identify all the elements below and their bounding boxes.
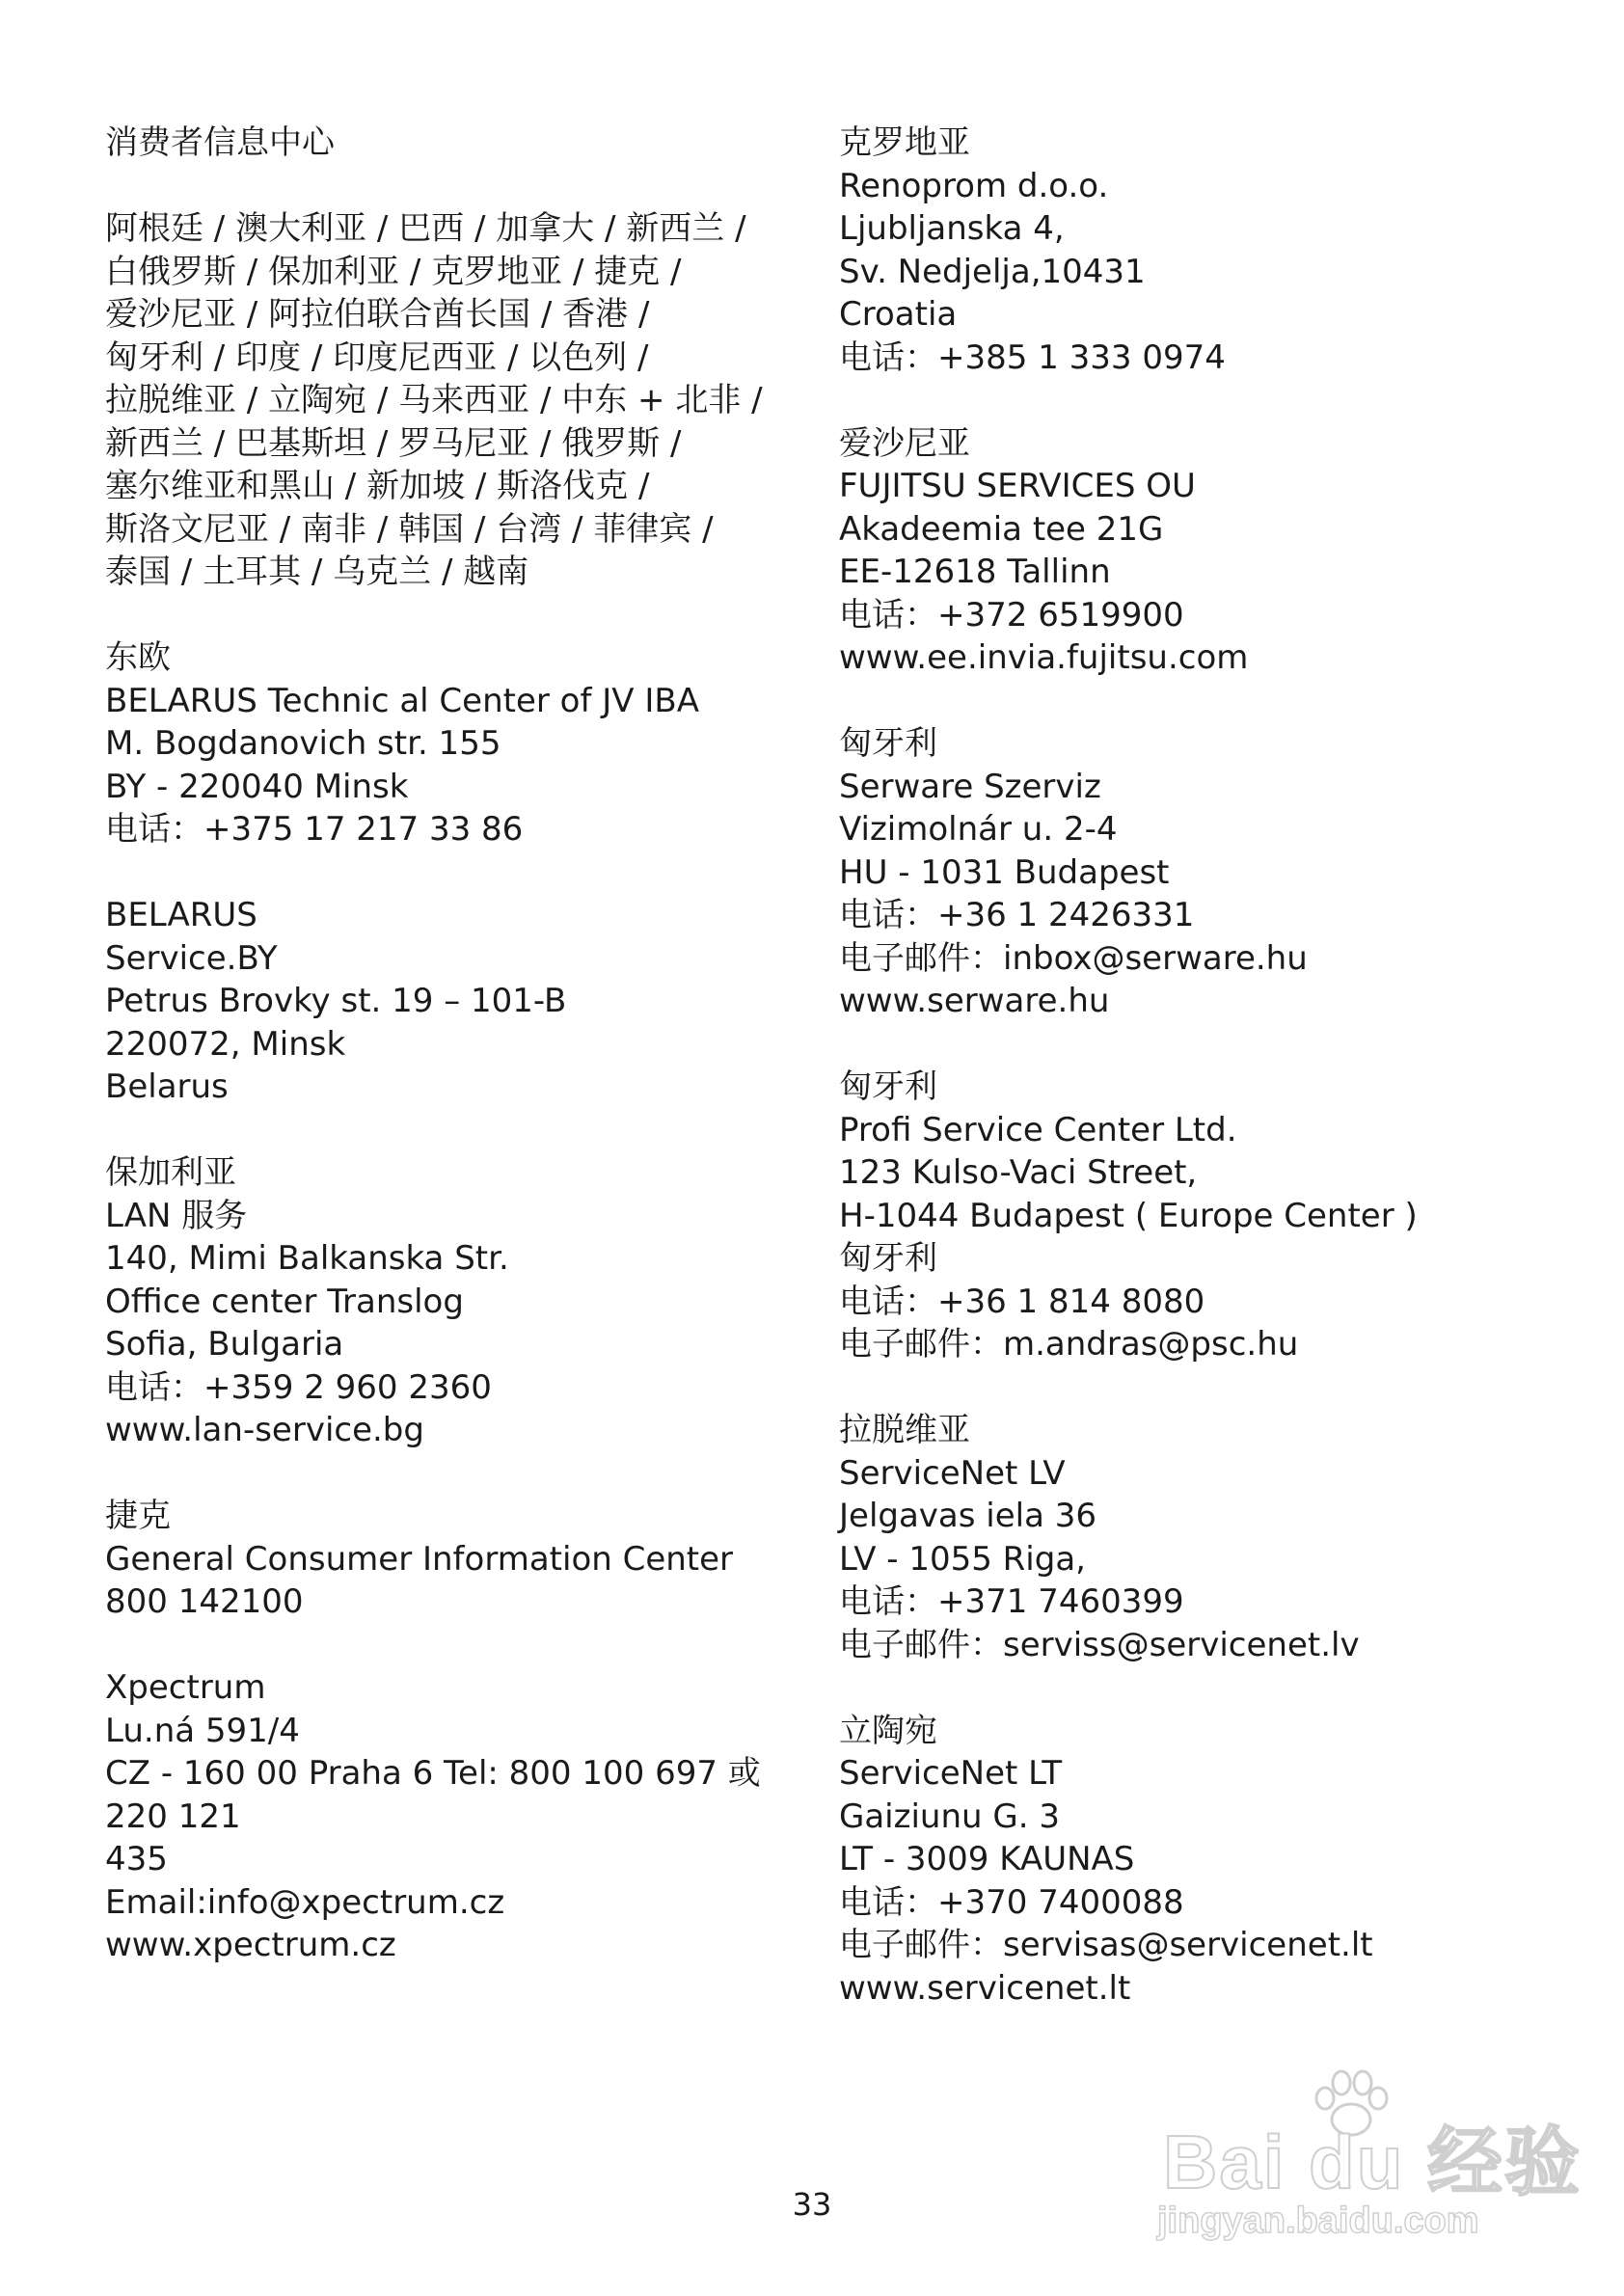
contact-line: Sofia, Bulgaria — [105, 1325, 344, 1364]
contact-line: Serware Szerviz — [839, 767, 1101, 806]
contact-line: 电话：+375 17 217 33 86 — [105, 810, 524, 849]
section-heading: 拉脱维亚 — [839, 1411, 970, 1449]
contact-line: EE-12618 Tallinn — [839, 553, 1111, 591]
section-heading: 保加利亚 — [105, 1153, 236, 1192]
contact-section — [105, 894, 819, 1109]
contact-line: FUJITSU SERVICES OU — [839, 467, 1196, 505]
section-heading: Xpectrum — [105, 1668, 266, 1707]
watermark-site-text: jingyan.baidu.com — [1157, 2201, 1479, 2241]
contact-line: 电话：+36 1 814 8080 — [839, 1282, 1205, 1321]
contact-section — [839, 122, 1572, 379]
section-heading: 立陶宛 — [839, 1711, 937, 1750]
contact-line: Sv. Nedjelja,10431 — [839, 252, 1146, 291]
contact-line: www.serware.hu — [839, 982, 1110, 1020]
contact-line: ServiceNet LT — [839, 1754, 1063, 1793]
contact-line: Lu.ná 591/4 — [105, 1711, 300, 1750]
section-heading: 东欧 — [105, 638, 171, 677]
baidu-jingyan-watermark — [1153, 2064, 1583, 2256]
contact-line: 泰国 / 土耳其 / 乌克兰 / 越南 — [105, 553, 529, 591]
contact-line: BELARUS Technic al Center of JV IBA — [105, 681, 699, 720]
page-number: 33 — [792, 2186, 832, 2223]
consumer-info-section — [105, 122, 819, 594]
contact-line: BY - 220040 Minsk — [105, 767, 409, 806]
contact-line: 140, Mimi Balkanska Str. — [105, 1239, 509, 1278]
contact-line: LAN 服务 — [105, 1196, 248, 1235]
contact-line: HU - 1031 Budapest — [839, 852, 1170, 892]
contact-line: 新西兰 / 巴基斯坦 / 罗马尼亚 / 俄罗斯 / — [105, 423, 682, 463]
contact-line: Akadeemia tee 21G — [839, 509, 1164, 549]
contact-section — [839, 722, 1572, 1023]
contact-line: Belarus — [105, 1067, 229, 1106]
contact-line: H-1044 Budapest ( Europe Center ) — [839, 1196, 1418, 1235]
contact-line: 拉脱维亚 / 立陶宛 / 马来西亚 / 中东 + 北非 / — [105, 381, 763, 419]
section-heading: 匈牙利 — [839, 1067, 937, 1106]
left-column — [105, 122, 819, 1967]
contact-line: 电话：+36 1 2426331 — [839, 896, 1195, 934]
section-heading: 克罗地亚 — [839, 123, 970, 162]
contact-line: 电话：+359 2 960 2360 — [105, 1367, 492, 1407]
contact-line: www.lan-service.bg — [105, 1411, 424, 1449]
contact-line: 电话：+385 1 333 0974 — [839, 338, 1226, 377]
contact-line: ServiceNet LV — [839, 1453, 1066, 1493]
contact-line: Service.BY — [105, 938, 278, 978]
contact-line: 匈牙利 — [839, 1239, 937, 1278]
contact-line: Profi Service Center Ltd. — [839, 1110, 1237, 1149]
contact-line: 电子邮件：servisas@servicenet.lt — [839, 1926, 1373, 1964]
contact-line: 电子邮件：inbox@serware.hu — [839, 938, 1308, 978]
contact-line: Renoprom d.o.o. — [839, 166, 1109, 205]
contact-line: Petrus Brovky st. 19 – 101-B — [105, 982, 567, 1020]
contact-line: General Consumer Information Center — [105, 1539, 734, 1579]
contact-line: 塞尔维亚和黑山 / 新加坡 / 斯洛伐克 / — [105, 467, 650, 505]
contact-line: LT - 3009 KAUNAS — [839, 1840, 1135, 1878]
contact-section — [839, 1409, 1572, 1666]
contact-section — [105, 1151, 819, 1452]
contact-line: Office center Translog — [105, 1282, 464, 1321]
contact-line: 电话：+371 7460399 — [839, 1582, 1184, 1621]
contact-line: www.servicenet.lt — [839, 1968, 1131, 2008]
contact-line: Ljubljanska 4, — [839, 209, 1065, 248]
contact-line: Vizimolnár u. 2-4 — [839, 810, 1118, 849]
contact-line: 匈牙利 / 印度 / 印度尼西亚 / 以色列 / — [105, 338, 649, 377]
contact-line: Gaiziunu G. 3 — [839, 1796, 1060, 1836]
contact-line: 电话：+370 7400088 — [839, 1882, 1184, 1922]
contact-section — [105, 636, 819, 851]
section-heading: BELARUS — [105, 896, 257, 934]
contact-section — [105, 1495, 819, 1624]
contact-line: CZ - 160 00 Praha 6 Tel: 800 100 697 或 220 121 — [105, 1754, 771, 1836]
contact-line: 435 — [105, 1840, 168, 1878]
section-heading: 爱沙尼亚 — [839, 423, 970, 463]
contact-line: Croatia — [839, 295, 958, 334]
contact-line: www.ee.invia.fujitsu.com — [839, 638, 1249, 677]
section-heading: 匈牙利 — [839, 724, 937, 763]
contact-line: LV - 1055 Riga, — [839, 1539, 1086, 1579]
right-column — [839, 122, 1572, 2010]
contact-line: 123 Kulso-Vaci Street, — [839, 1153, 1198, 1192]
contact-line — [105, 165, 819, 208]
section-heading: 消费者信息中心 — [105, 123, 335, 162]
contact-line: 800 142100 — [105, 1582, 304, 1621]
contact-section — [105, 1666, 819, 1967]
contact-section — [839, 1710, 1572, 2011]
contact-line: 爱沙尼亚 / 阿拉伯联合酋长国 / 香港 / — [105, 295, 650, 334]
section-heading: 捷克 — [105, 1497, 171, 1535]
contact-section — [839, 422, 1572, 680]
contact-line: 电话：+372 6519900 — [839, 595, 1184, 635]
contact-line: 斯洛文尼亚 / 南非 / 韩国 / 台湾 / 菲律宾 / — [105, 509, 714, 549]
contact-line: Email:info@xpectrum.cz — [105, 1882, 505, 1922]
contact-line: www.xpectrum.cz — [105, 1926, 396, 1964]
contact-line: M. Bogdanovich str. 155 — [105, 724, 501, 763]
contact-line: 阿根廷 / 澳大利亚 / 巴西 / 加拿大 / 新西兰 / — [105, 209, 746, 248]
contact-line: 220072, Minsk — [105, 1024, 346, 1064]
contact-section — [839, 1066, 1572, 1366]
contact-line: 电子邮件：serviss@servicenet.lv — [839, 1625, 1360, 1664]
contact-line: Jelgavas iela 36 — [839, 1497, 1097, 1535]
watermark-logo-text: Bai du 经验 — [1163, 2120, 1583, 2204]
contact-line: 电子邮件：m.andras@psc.hu — [839, 1325, 1299, 1364]
contact-line: 白俄罗斯 / 保加利亚 / 克罗地亚 / 捷克 / — [105, 252, 682, 291]
